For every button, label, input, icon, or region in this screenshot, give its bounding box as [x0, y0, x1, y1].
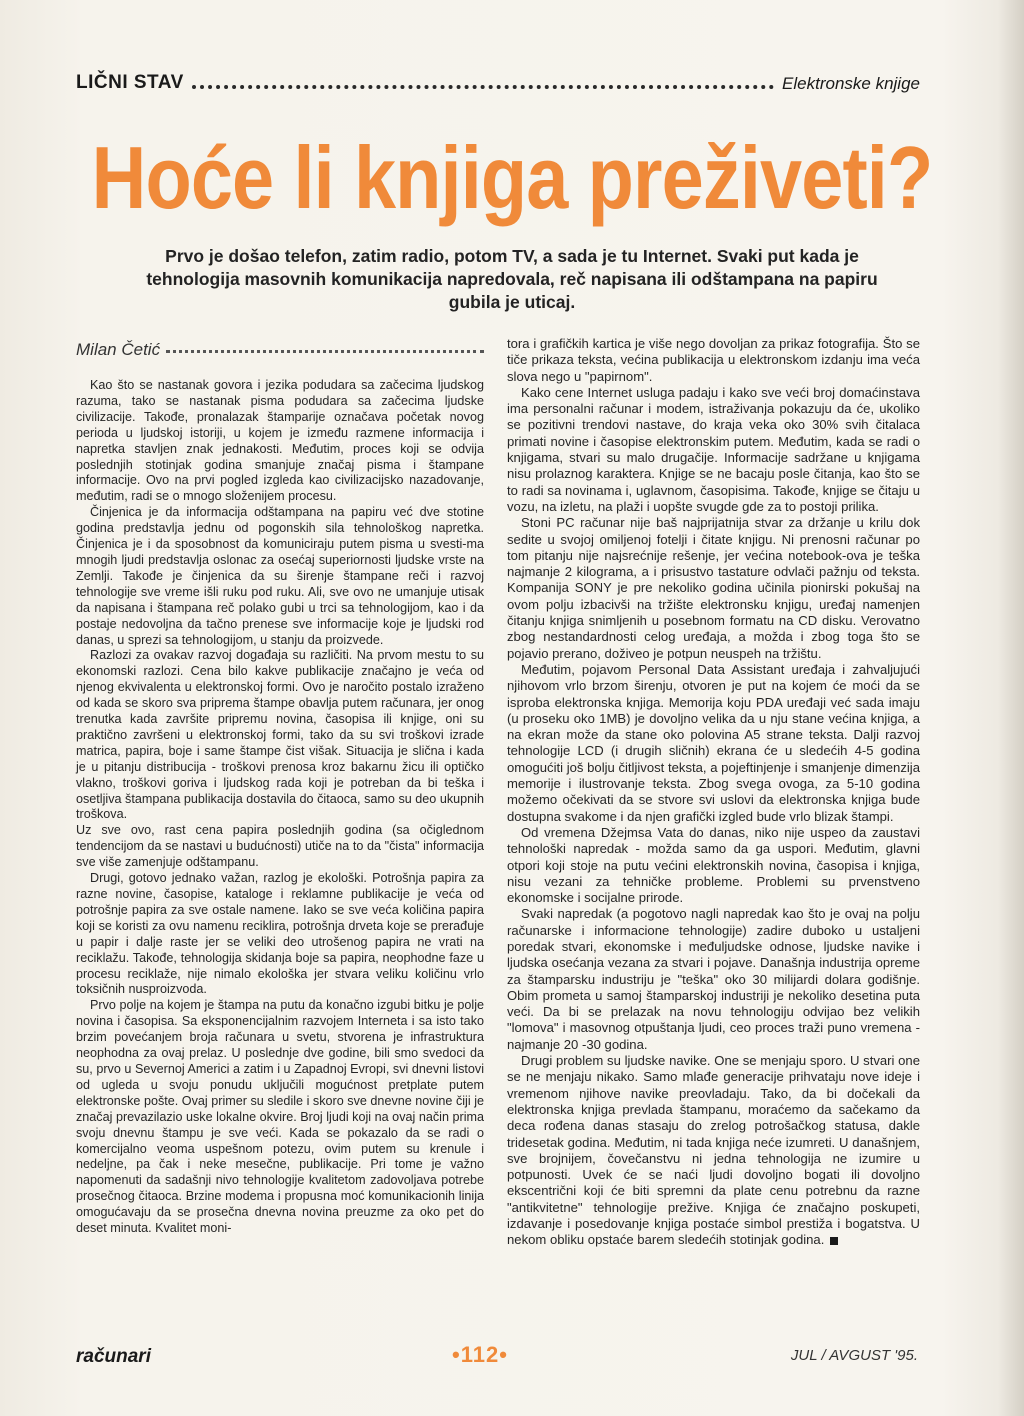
- article-title: Hoće li knjiga preživeti?: [91, 128, 933, 227]
- paragraph: Kao što se nastanak govora i jezika podudara sa začecima ljudskog razuma, tako se nastanak pisma podudara sa začecima ljudske civilizacije. Takođe, pronalazak štamparije označava početak novog perioda u ljudskoj istoriji, u kojem je između razmene informacija i napretka stavljen znak jednakosti. Međutim, proces koji se odvija poslednjih stotinjak godina smanjuje značaj pisma i štampane informacije. Ovo na prvi pogled izgleda kao civilizacijsko nazadovanje, međutim, radi se o mnogo složenijem procesu.: [76, 378, 484, 504]
- paragraph: Drugi, gotovo jednako važan, razlog je ekološki. Potrošnja papira za razne novine, časopise, kataloge i reklamne publikacije je veća od potrošnje papira za sve ostale namene. Iako se sve veća količina papira koji se koristi za ovu namenu reciklira, potrošnja drveta koje se prerađuje u papir i dalje raste jer se veliki deo utrošenog papira ne vrati na reciklažu. Takođe, tehnologija skidanja boje sa papira, neophodne faze u procesu reciklaže, nije nimalo ekološka jer stvara veliku količinu vrlo toksičnih nusproizvoda.: [76, 871, 484, 997]
- author-line: [76, 336, 484, 358]
- article-lead: Prvo je došao telefon, zatim radio, potom TV, a sada je tu Internet. Svaki put kada je tehnologija masovnih komunikacija napredovala, reč napisana ili odštampana na papiru gubila je uticaj.: [146, 246, 878, 312]
- paragraph-final: [507, 1053, 920, 1249]
- end-of-article-icon: [830, 1237, 838, 1245]
- header-topic: Elektronske knjige: [782, 74, 920, 93]
- paragraph: Stoni PC računar nije baš najprijatnija stvar za držanje u krilu dok sedite u svojoj omiljenoj fotelji i čitate knjigu. Ni prenosni računar po tom pitanju nije najsrećnije rešenje, jer većina notebook-ova je teška najmanje 2 kilograma, a i prisustvo tastature odvlači pažnju od teksta. Kompanija SONY je pre nekoliko godina učinila pionirski pokušaj na ovom polju izbacivši na tržište elektronsku knjigu, uređaj namenjen čitanju knjiga snimljenih u posebnom formatu na CD disku. Verovatno zbog nestandardnosti celog uređaja, a možda i zbog toga što se pojavio prerano, doživeo je potpun neuspeh na tržištu.: [507, 515, 920, 661]
- right-column: [507, 336, 920, 1249]
- paragraph: Uz sve ovo, rast cena papira poslednjih godina (sa očiglednom tendencijom da se nastavi u budućnosti) utiče na to da "čista" informacija sve više zamenjuje odštampanu.: [76, 823, 484, 870]
- author-name: Milan Četić: [76, 340, 161, 360]
- left-column: [76, 336, 484, 1237]
- paragraph: Prvo polje na kojem je štampa na putu da konačno izgubi bitku je polje novina i časopisa. Sa eksponencijalnim razvojem Interneta i sa isto tako brzim povećanjem broja računara u svetu, stvorena je infrastruktura neophodna za ovaj prelaz. U poslednje dve godine, bili smo svedoci da su, prvo u Severnoj Americi a zatim i u Zapadnoj Evropi, svi dnevni listovi od ugleda u svoju ponudu uključili mogućnost pretplate putem elektronske pošte. Ovaj primer su sledile i skoro sve dnevne novine čiji je značaj prevazilazio uske lokalne okvire. Broj ljudi koji na ovaj način prima svoju dnevnu štampu je sve veći. Kada se pokazalo da se radi o komercijalno veoma uspešnom potezu, ovim putem su krenule i nedeljne, pa čak i neke mesečne, publikacije. Pri tome je važno napomenuti da sadašnji nivo tehnologije kvalitetom zadovoljava potrebe prosečnog čitaoca. Brzine modema i propusna moć komunikacionih linija omogućavaju da se prosečna dnevna novina preuzme za oko pet do deset minuta. Kvalitet moni-: [76, 998, 484, 1236]
- paragraph: Svaki napredak (a pogotovo nagli napredak kao što je ovaj na polju računarske i informacione tehnologije) zadire duboko u ustaljeni poredak stvari, ekonomske i međuljudske odnose, ljudske navike i ljudska osećanja vezana za stvari i pojave. Današnja industrija opreme za štamparsku industriju je "teška" oko 30 milijardi dolara godišnje. Obim prometa u samoj štamparskoj industriji je nekoliko desetina puta veći. Da bi se prelazak na novu tehnologiju odvijao bez velikih "lomova" i masovnog otpuštanja ljudi, ceo proces traži puno vremena - najmanje 20 -30 godina.: [507, 906, 920, 1052]
- section-label: LIČNI STAV: [76, 72, 184, 93]
- paragraph: Kako cene Internet usluga padaju i kako sve veći broj domaćinstava ima personalni računar i modem, istraživanja pokazuju da će, ukoliko se pozitivni trendovi nastave, do kraja veka oko 30% svih čitalaca primati novine i časopise elektronskim putem. Međutim, kada se radi o knjigama, stvari su malo drugačije. Informacije sadržane u knjigama nisu prolaznog karaktera. Knjige se ne bacaju posle čitanja, kao što se to radi sa novinama i, uglavnom, časopisima. Takođe, knjige se čitaju u vozu, na izletu, na plaži i uopšte svugde gde za to postoji prilika.: [507, 384, 920, 514]
- page-header: [76, 66, 920, 94]
- header-dotted-leader: [192, 85, 774, 89]
- author-dotted-leader: [166, 350, 484, 353]
- paragraph: Od vremena Džejmsa Vata do danas, niko nije uspeo da zaustavi tehnološki napredak - možda samo da ga uspori. Međutim, glavni otpori koji stoje na putu većini elektronskih novina, časopisa i knjiga, nisu vezani za tehničke probleme. Problemi su prvenstveno ekonomske i socijalne prirode.: [507, 824, 920, 906]
- footer-magazine-name: računari: [76, 1346, 151, 1367]
- final-paragraph-text: Drugi problem su ljudske navike. One se menjaju sporo. U stvari one se ne menjaju nikako. Samo mlađe generacije prihvataju nove ideje i vremenom njihove navike preovladaju. Tako, da bi dočekali da elektronska knjiga prevlada štampanu, moraćemo da sačekamo da deca rođena danas stasaju do zrelog potrošačkog statusa, dakle tridesetak godina. Međutim, ni tada knjiga neće izumreti. U današnjem, sve brojnijem, čovečanstvu ni jedna tehnologija ne izumire u potpunosti. Uvek će se naći ljudi dovoljno bogati ili dovoljno ekscentrični koji će biti spremni da plate cenu potrebnu da razne "antikvitetne" tehnologije prežive. Knjiga će značajno poskupeti, izdavanje i posedovanje knjiga postaće simbol prestiža i bogatstva. U nekom obliku opstaće barem sledećih stotinjak godina.: [507, 1053, 920, 1248]
- paragraph: Činjenica je da informacija odštampana na papiru već dve stotine godina predstavlja jednu od pogonskih sila tehnološkog napretka. Činjenica je i da sposobnost da komuniciraju putem pisma u svesti-ma mnogih ljudi predstavlja oslonac za osećaj superiornosti ljudske vrste na Zemlji. Takođe je činjenica da su širenje štampane reči i razvoj tehnologije sve vreme išli ruku pod ruku. Ali, sve ovo ne umanjuje utisak da napisana i štampana reč polako gubi u trci sa tehnologijom, kao i da postaje nedovoljna da tačno prenese sve informacije koje je ljudski rod danas, u sprezi sa tehnologijom, u stanju da proizvede.: [76, 505, 484, 647]
- page-edge-shadow: [998, 0, 1024, 1416]
- paragraph: Međutim, pojavom Personal Data Assistant uređaja i zahvaljujući njihovom vrlo brzom širenju, otvoren je put na kojem će moći da se isproba elektronska knjiga. Memorija koju PDA uređaji već sada imaju (u proseku oko 1MB) je dovoljno velika da u nju stane većina knjiga, a na ekran može da stane oko polovina A5 strane teksta. Dalji razvoj tehnologije LCD (i drugih sličnih) ekrana će u sledećih 4-5 godina omogućiti još bolju čitljivost teksta, a pojeftinjenje i smanjenje dimenzija memorije i ilustrovanje teksta. Zbog svega ovoga, za 5-10 godina možemo očekivati da se stvore svi uslovi da elektronska knjiga bude dostupna svakome i da njen grafički izgled bude vrlo blizak štampi.: [507, 661, 920, 824]
- paragraph: tora i grafičkih kartica je više nego dovoljan za prikaz fotografija. Što se tiče prikaza teksta, većina publikacija u elektronskom izdanju ima veća slova nego u "papirnom".: [507, 336, 920, 384]
- footer-issue-date: JUL / AVGUST '95.: [790, 1347, 918, 1364]
- footer-page-number: •112•: [452, 1342, 508, 1367]
- paragraph: Razlozi za ovakav razvoj događaja su različiti. Na prvom mestu to su ekonomski razlozi. Cena bilo kakve publikacije značajno je veća od njenog ekvivalenta u elektronskoj formi. Ovo je naročito postalo izraženo od kada se skoro sva priprema štampe obavlja putem računara, jer onog trenutka kada završite pripremu novina, časopisa ili knjige, oni su praktično završeni u elektronskoj formi, tako da su svi troškovi izrade matrica, papira, boje i same štampe čist višak. Situacija je slična i kada je u pitanju distribucija - troškovi prenosa kroz bakarnu žicu ili optičko vlakno, troškovi goriva i ljudskog rada koji je potreban da bi teška i osetljiva štampana publikacija dostavila do čitaoca, samo su deo ukupnih troškova.: [76, 648, 484, 822]
